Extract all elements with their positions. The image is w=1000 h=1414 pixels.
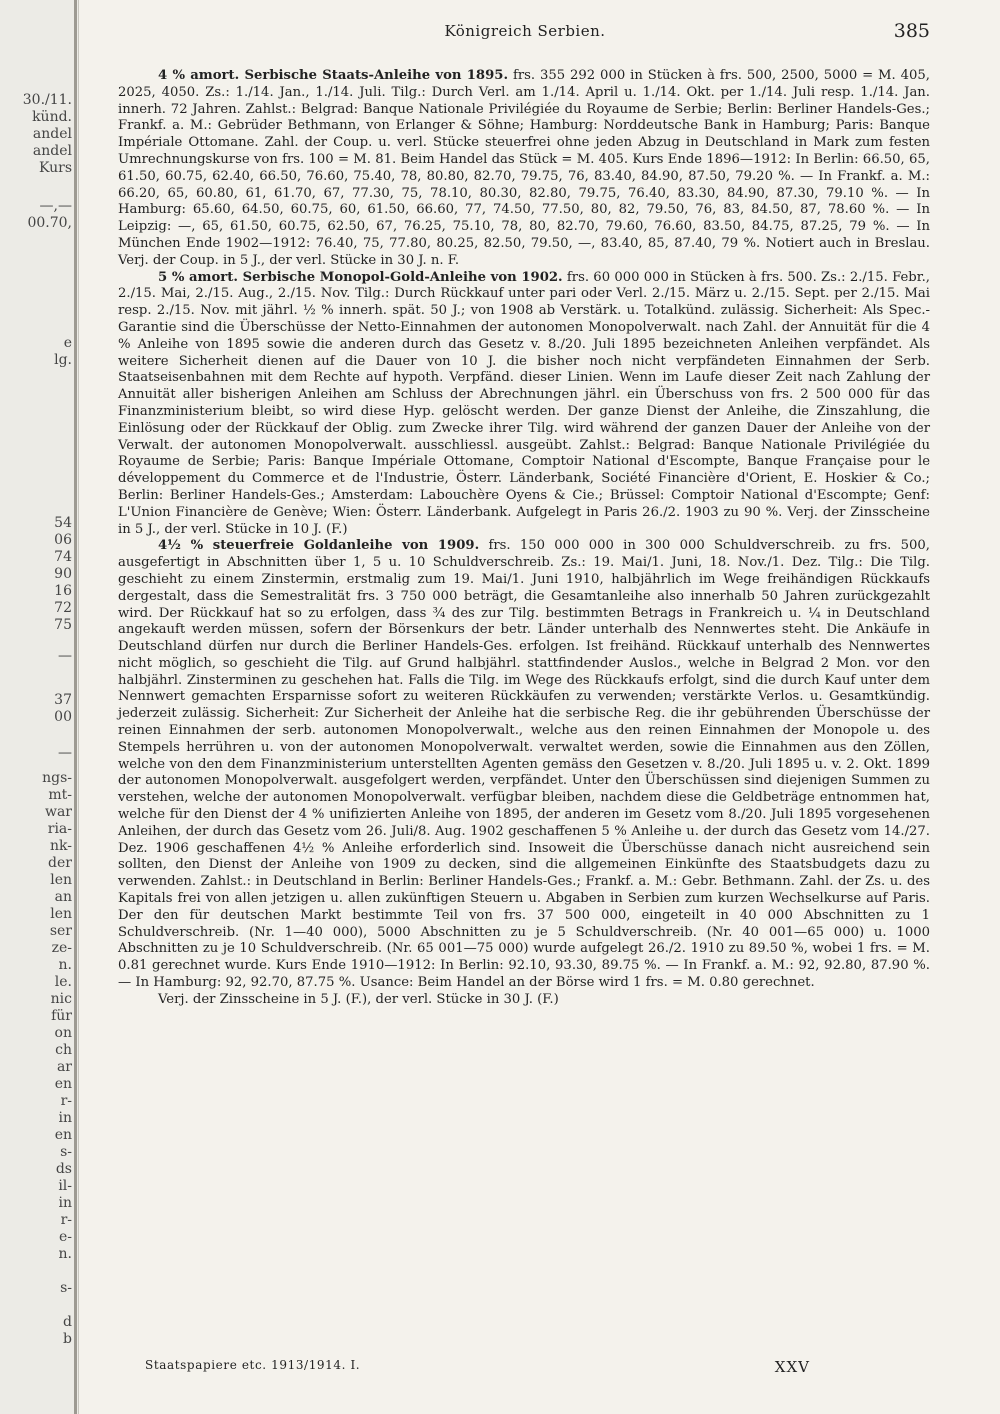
margin-fragment: on <box>54 1025 72 1041</box>
paragraph-text: frs. 150 000 000 in 300 000 Schuldverschreib. zu frs. 500, ausgefertigt in Abschnitten über 1, 5 u. 10 Schuldverschreib. Zs.: 19. Mai/1. Juni, 18. Nov./1. Dez. Tilg.: Die Tilg. geschieht zu einem Zinstermin, erstmalig zum 19. Mai/1. Juni 1910, halbjährlich im Wege freihändigen Rückkaufs dergestalt, dass die Semestralität frs. 3 750 000 beträgt, die Gesamtanleihe also innerhalb 50 Jahren zurückgezahlt wird. Der Rückkauf hat so zu erfolgen, dass ³⁄₄ des zur Tilg. bestimmten Betrags in Frankreich u. ¼ in Deutschland angekauft werden müssen, sofern der Börsenkurs der betr. Länder unterhalb des Nennwertes steht. Die Ankäufe in Deutschland dürfen nur durch die Berliner Handels-Ges. erfolgen. Ist freihänd. Rückkauf unterhalb des Nennwertes nicht möglich, so geschieht die Tilg. auf Grund halbjährl. stattfindender Auslos., welche in Belgrad 2 Mon. vor den halbjährl. Zinsterminen zu geschehen hat. Falls die Tilg. im Wege des Rückkaufs erfolgt, sind die durch Kauf unter dem Nennwert gemachten Ersparnisse sofort zu weiteren Rückkäufen zu verwenden; verstärkte Verlos. u. Gesamtkündig. jederzeit zulässig. Sicherheit: Zur Sicherheit der Anleihe hat die serbische Reg. die ihr gebührenden Überschüsse der reinen Einnahmen der serb. autonomen Monopolverwalt., welche aus den reinen Einnahmen der Monopole u. des Stempels herrühren u. von der autonomen Monopolverwalt. verwaltet werden, sowie die Einnahmen aus den Zöllen, welche von den dem Finanzministerium unterstellten Agenten gemäss den Gesetzen v. 8./20. Juli 1895 u. v. 2. Okt. 1899 der autonomen Monopolverwalt. ausgefolgert werden, verpfändet. Unter den Überschüssen sind diejenigen Summen zu verstehen, welche der autonomen Monopolverwalt. verfügbar bleiben, nachdem diese die Geldbeträge entnommen hat, welche für den Dienst der 4 % unifizierten Anleihe von 1895, der anderen im Gesetz vom 8./20. Juli 1895 vorgesehenen Anleihen, der durch das Gesetz vom 26. Juli/8. Aug. 1902 geschaffenen 5 % Anleihe u. der durch das Gesetz vom 14./27. Dez. 1906 geschaffenen 4½ % Anleihe erforderlich sind. Insoweit die Überschüsse danach nicht ausreichend sein sollten, den Dienst der Anleihe von 1909 zu decken, sind die allgemeinen Einkünfte des Staatsbudgets dazu zu verwenden. Zahlst.: in Deutschland in Berlin: Berliner Handels-Ges.; Frankf. a. M.: Gebr. Bethmann. Zahl. der Zs. u. des Kapitals frei von allen jetzigen u. allen zukünftigen Steuern u. Abgaben in Serbien zum kurzen Wechselkurse auf Paris. Der den für deutschen Markt bestimmte Teil von frs. 37 500 000, eingeteilt in 40 000 Abschnitten zu 1 Schuldverschreib. (Nr. 1—40 000), 5000 Abschnitten zu je 5 Schuldverschreib. (Nr. 40 001—65 000) u. 1000 Abschnitten zu je 10 Schuldverschreib. (Nr. 65 001—75 000) wurde aufgelegt 26./2. 1910 zu 89.50 %, wobei 1 frs. = M. 0.81 gerechnet wurde. Kurs Ende 1910—1912: In Berlin: 92.10, 93.30, 89.75 %. — In Frankf. a. M.: 92, 92.80, 87.90 %. — In Hamburg: 92, 92.70, 87.75 %. Usance: Beim Handel an der Börse wird 1 frs. = M. 0.80 gerechnet. <box>118 538 930 991</box>
margin-fragment: ch <box>55 1042 72 1058</box>
margin-fragment: len <box>50 906 72 922</box>
margin-fragment: mt- <box>48 787 72 803</box>
margin-fragment: — <box>58 648 72 664</box>
margin-fragment: 30./11. <box>22 92 72 108</box>
margin-fragment: d <box>63 1314 72 1330</box>
margin-fragment: en <box>54 1076 72 1092</box>
footer-signature: Staatspapiere etc. 1913/1914. I. <box>145 1358 361 1372</box>
margin-fragment: 54 <box>54 515 72 531</box>
paragraph-loan-1902 <box>118 270 930 539</box>
margin-fragment: für <box>51 1008 72 1024</box>
margin-fragment: —,— <box>39 198 72 214</box>
margin-fragment: ds <box>55 1161 72 1177</box>
paragraph-text: frs. 355 292 000 in Stücken à frs. 500, 2500, 5000 = M. 405, 2025, 4050. Zs.: 1./14. Jan., 1./14. Juli. Tilg.: Durch Verl. am 1./14. April u. 1./14. Okt. per 1./14. Juli resp. 1./14. Jan. innerh. 72 Jahren. Zahlst.: Belgrad: Banque Nationale Privilégiée du Royaume de Serbie; Berlin: Berliner Handels-Ges.; Frankf. a. M.: Gebrüder Bethmann, von Erlanger & Söhne; Hamburg: Norddeutsche Bank in Hamburg; Paris: Banque Impériale Ottomane. Zahl. der Coup. u. verl. Stücke steuerfrei ohne jeden Abzug in Deutschland in Mark zum festen Umrechnungskurse von frs. 100 = M. 81. Beim Handel das Stück = M. 405. Kurs Ende 1896—1912: In Berlin: 66.50, 65, 61.50, 60.75, 62.40, 66.50, 76.60, 75.40, 78, 80.80, 82.70, 79.75, 76, 83.40, 84.90, 87.50, 79.20 %. — In Frankf. a. M.: 66.20, 65, 60.80, 61, 61.70, 67, 77.30, 75, 78.10, 80.30, 82.80, 79.75, 76.40, 83.30, 84.90, 87.30, 79.10 %. — In Hamburg: 65.60, 64.50, 60.75, 60, 61.50, 66.60, 77, 74.50, 77.50, 80, 82, 79.50, 76, 83, 84.50, 87, 78.60 %. — In Leipzig: —, 65, 61.50, 60.75, 62.50, 67, 76.25, 75.10, 78, 80, 82.70, 79.60, 76.60, 83.50, 84.75, 87.25, 79 %. — In München Ende 1902—1912: 76.40, 75, 77.80, 80.25, 82.50, 79.50, —, 83.40, 85, 87.40, 79 %. Notiert auch in Breslau. Verj. der Coup. in 5 J., der verl. Stücke in 30 J. n. F. <box>118 68 930 268</box>
margin-fragment: 90 <box>54 566 72 582</box>
margin-fragment: ar <box>56 1059 72 1075</box>
margin-fragment: 37 <box>54 692 72 708</box>
margin-fragment: 00 <box>54 709 72 725</box>
margin-fragment: 75 <box>54 617 72 633</box>
margin-fragment: n. <box>58 957 72 973</box>
margin-fragment: der <box>48 855 72 871</box>
margin-fragment: r- <box>60 1093 72 1109</box>
margin-fragment: ngs- <box>42 770 72 786</box>
margin-fragment: ria- <box>47 821 72 837</box>
margin-fragment: ser <box>49 923 72 939</box>
page-gutter <box>74 0 77 1414</box>
page-title: Königreich Serbien. <box>444 22 606 40</box>
document-body <box>118 68 930 1009</box>
paragraph-heading: 5 % amort. Serbische Monopol-Gold-Anleihe von 1902. <box>158 269 563 285</box>
margin-fragment: lg. <box>54 352 72 368</box>
margin-fragment: in <box>58 1195 72 1211</box>
margin-fragment: 74 <box>54 549 72 565</box>
margin-fragment: war <box>44 804 72 820</box>
margin-fragment: n. <box>58 1246 72 1262</box>
paragraph-heading: 4½ % steuerfreie Goldanleihe von 1909. <box>158 538 480 554</box>
footer-sheet-number: XXV <box>774 1358 810 1376</box>
margin-fragment: Kurs <box>38 160 72 176</box>
page-number: 385 <box>893 20 930 42</box>
margin-fragment: an <box>54 889 72 905</box>
margin-fragment: ze- <box>51 940 72 956</box>
margin-fragment: le. <box>54 974 72 990</box>
margin-fragment: r- <box>60 1212 72 1228</box>
paragraph-closing-note <box>118 992 930 1009</box>
margin-fragment: il- <box>58 1178 72 1194</box>
paragraph-loan-1909 <box>118 538 930 992</box>
margin-fragment: nic <box>50 991 72 1007</box>
margin-fragment: s- <box>60 1280 72 1296</box>
adjacent-page-margin <box>0 0 79 1414</box>
margin-fragment: len <box>50 872 72 888</box>
margin-fragment: e- <box>58 1229 72 1245</box>
margin-fragment: s- <box>60 1144 72 1160</box>
margin-fragment: en <box>54 1127 72 1143</box>
margin-fragment: 06 <box>54 532 72 548</box>
paragraph-heading: 4 % amort. Serbische Staats-Anleihe von 1895. <box>158 68 509 83</box>
margin-fragment: nk- <box>50 838 72 854</box>
margin-fragment: andel <box>32 143 72 159</box>
page-header <box>120 22 930 48</box>
margin-fragment: 00.70, <box>27 215 72 231</box>
margin-fragment: künd. <box>32 109 72 125</box>
margin-fragment: — <box>58 745 72 761</box>
margin-fragment: b <box>63 1331 72 1347</box>
margin-fragment: 16 <box>54 583 72 599</box>
margin-fragment: andel <box>32 126 72 142</box>
paragraph-loan-1895 <box>118 68 930 270</box>
margin-fragment: 72 <box>54 600 72 616</box>
margin-fragment: in <box>58 1110 72 1126</box>
paragraph-text: Verj. der Zinsscheine in 5 J. (F.), der verl. Stücke in 30 J. (F.) <box>158 991 559 1007</box>
page-footer <box>145 1358 810 1376</box>
margin-fragment: e <box>63 335 72 351</box>
paragraph-text: frs. 60 000 000 in Stücken à frs. 500. Zs.: 2./15. Febr., 2./15. Mai, 2./15. Aug., 2./15. Nov. Tilg.: Durch Rückkauf unter pari oder Verl. 2./15. März u. 2./15. Sept. per 2./15. Mai resp. 2./15. Nov. mit jährl. ½ % innerh. spät. 50 J.; von 1908 ab Verstärk. u. Totalkünd. zulässig. Sicherheit: Als Spec.-Garantie sind die Überschüsse der Netto-Einnahmen der autonomen Monopolverwalt. nach Zahl. der Annuität für die 4 % Anleihe von 1895 sowie die anderen durch das Gesetz v. 8./20. Juli 1895 bezeichneten Anleihen verpfändet. Als weitere Sicherheit dienen auf die Dauer von 10 J. die bisher noch nicht verpfändeten Einnahmen der Serb. Staatseisenbahnen mit dem Rechte auf hypoth. Verpfänd. dieser Linien. Wenn im Laufe dieser Zeit nach Zahlung der Annuität aller bisherigen Anleihen am Schluss der Abrechnungen jährl. ein Überschuss von frs. 2 500 000 für das Finanzministerium bleibt, so wird diese Hyp. gelöscht werden. Der ganze Dienst der Anleihe, die Zinszahlung, die Einlösung oder der Rückkauf der Oblig. zum Zwecke ihrer Tilg. wird während der ganzen Dauer der Anleihe von der Verwalt. der autonomen Monopolverwalt. ausschliessl. ausgeübt. Zahlst.: Belgrad: Banque Nationale Privilégiée du Royaume de Serbie; Paris: Banque Impériale Ottomane, Comptoir National d'Escompte, Banque Française pour le développement du Commerce et de l'Industrie, Österr. Länderbank, Société Financière d'Orient, E. Hoskier & Co.; Berlin: Berliner Handels-Ges.; Amsterdam: Labouchère Oyens & Cie.; Brüssel: Comptoir National d'Escompte; Genf: L'Union Financière de Genève; Wien: Österr. Länderbank. Aufgelegt in Paris 26./2. 1903 zu 90 %. Verj. der Zinsscheine in 5 J., der verl. Stücke in 10 J. (F.) <box>118 269 930 537</box>
